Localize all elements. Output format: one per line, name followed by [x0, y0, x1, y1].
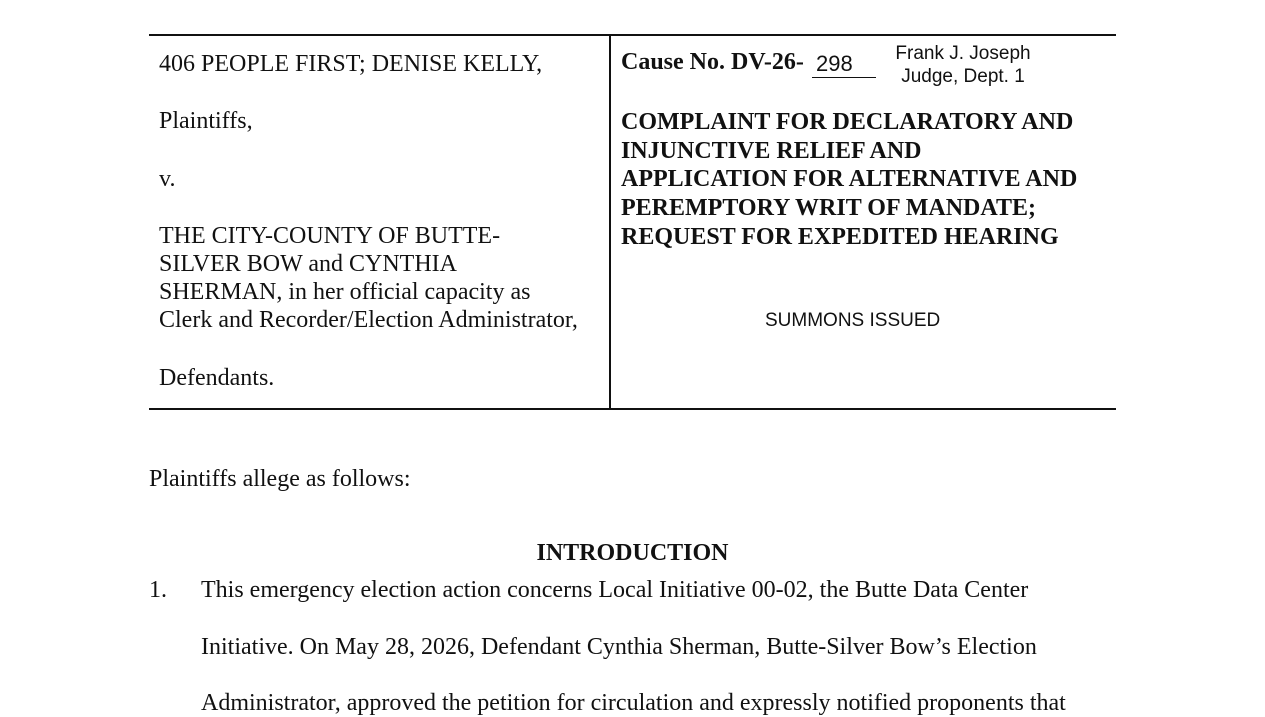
caption-bottom-rule [149, 408, 1116, 410]
defendants-line-3: SHERMAN, in her official capacity as [159, 279, 531, 305]
allegation-intro: Plaintiffs allege as follows: [149, 466, 411, 492]
paragraph-1-line-3: Administrator, approved the petition for circulation and expressly notified proponents that [201, 690, 1066, 716]
section-heading-introduction: INTRODUCTION [536, 540, 729, 566]
title-line-1: COMPLAINT FOR DECLARATORY AND [621, 109, 1074, 135]
defendants-line-1: THE CITY-COUNTY OF BUTTE- [159, 223, 501, 249]
title-line-3: APPLICATION FOR ALTERNATIVE AND [621, 166, 1078, 193]
cause-number-label: Cause No. DV-26- [621, 49, 804, 75]
caption-top-rule [149, 34, 1116, 36]
paragraph-1-line-2: Initiative. On May 28, 2026, Defendant Cynthia Sherman, Butte-Silver Bow’s Election [201, 634, 1037, 660]
complaint-title [621, 108, 1077, 252]
versus-label: v. [159, 166, 176, 192]
cause-number-value: 298 [812, 51, 876, 78]
judge-dept: Judge, Dept. 1 [901, 66, 1025, 87]
title-line-2: INJUNCTIVE RELIEF AND [621, 137, 922, 164]
plaintiffs-label: Plaintiffs, [159, 108, 253, 134]
judge-stamp [886, 42, 1040, 88]
title-line-5: REQUEST FOR EXPEDITED HEARING [621, 223, 1059, 250]
defendants-line-4: Clerk and Recorder/Election Administrator, [159, 307, 578, 333]
defendants-line-2: SILVER BOW and CYNTHIA [159, 251, 457, 277]
plaintiffs-names: 406 PEOPLE FIRST; DENISE KELLY, [159, 51, 543, 77]
title-line-4: PEREMPTORY WRIT OF MANDATE; [621, 195, 1036, 222]
judge-name: Frank J. Joseph [895, 43, 1031, 64]
caption-divider [609, 35, 611, 409]
summons-issued-stamp: SUMMONS ISSUED [765, 310, 941, 331]
defendants-label: Defendants. [159, 365, 275, 391]
paragraph-1-line-1: This emergency election action concerns Local Initiative 00-02, the Butte Data Center [201, 577, 1029, 603]
paragraph-number: 1. [149, 577, 167, 603]
